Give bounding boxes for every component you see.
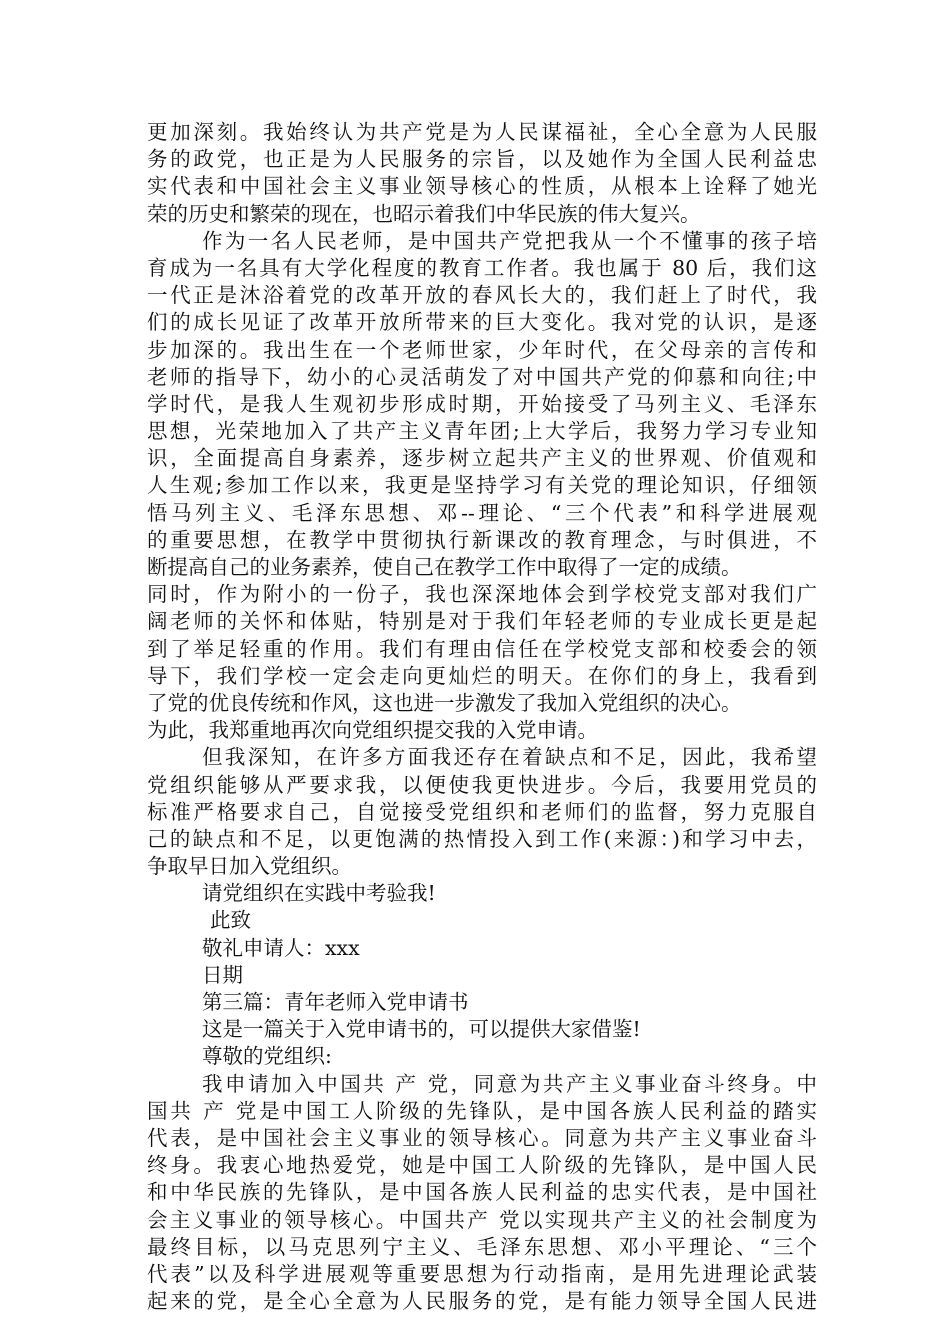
text-line: 为此，我郑重地再次向党组织提交我的入党申请。	[147, 718, 598, 743]
text-line: 们的成长见证了改革开放所带来的巨大变化。我对党的认识，是逐	[147, 310, 817, 335]
text-line: 起来的党，是全心全意为人民服务的党，是有能力领导全国人民进	[147, 1289, 817, 1314]
text-line: 国共 产 党是中国工人阶级的先锋队，是中国各族人民利益的踏实	[147, 1098, 817, 1123]
text-line: 代表，是中国社会主义事业的领导核心。同意为共产主义事业奋斗	[147, 1125, 817, 1150]
text-line: 务的政党，也正是为人民服务的宗旨，以及她作为全国人民利益忠	[147, 147, 817, 172]
text-line: 此致	[210, 908, 251, 933]
text-line: 悟马列主义、毛泽东思想、邓--理论、“三个代表”和科学进展观	[147, 500, 817, 525]
text-line: 这是一篇关于入党申请书的，可以提供大家借鉴!	[202, 1017, 641, 1042]
text-line: 和中华民族的先锋队，是中国各族人民利益的忠实代表，是中国社	[147, 1180, 817, 1205]
text-line: 终身。我衷心地热爱党，她是中国工人阶级的先锋队，是中国人民	[147, 1153, 817, 1178]
text-line: 标准严格要求自己，自觉接受党组织和老师们的监督，努力克服自	[147, 799, 817, 824]
text-line: 尊敬的党组织:	[202, 1044, 332, 1069]
text-line: 但我深知，在许多方面我还存在着缺点和不足，因此，我希望	[202, 745, 817, 770]
text-line: 我申请加入中国共 产 党，同意为共产主义事业奋斗终身。中	[202, 1071, 817, 1096]
text-line: 一代正是沐浴着党的改革开放的春风长大的，我们赶上了时代，我	[147, 283, 817, 308]
text-line: 请党组织在实践中考验我!	[202, 881, 436, 906]
text-line: 第三篇：青年老师入党申请书	[202, 990, 469, 1014]
text-line: 作为一名人民老师，是中国共产党把我从一个不懂事的孩子培	[202, 228, 817, 253]
text-line: 实代表和中国社会主义事业领导核心的性质，从根本上诠释了她光	[147, 174, 817, 199]
text-line: 更加深刻。我始终认为共产党是为人民谋福祉，全心全意为人民服	[147, 120, 817, 144]
text-line: 党组织能够从严要求我，以便使我更快进步。今后，我要用党员的	[147, 772, 817, 797]
text-line: 的重要思想，在教学中贯彻执行新课改的教育理念，与时俱进，不	[147, 527, 817, 552]
text-line: 人生观;参加工作以来，我更是坚持学习有关党的理论知识，仔细领	[147, 473, 817, 498]
text-line: 断提高自己的业务素养，使自己在教学工作中取得了一定的成绩。	[147, 555, 742, 579]
text-line: 代表”以及科学进展观等重要思想为行动指南，是用先进理论武装	[147, 1261, 817, 1286]
text-line: 会主义事业的领导核心。中国共产 党以实现共产主义的社会制度为	[147, 1207, 817, 1232]
text-line: 学时代，是我人生观初步形成时期，开始接受了马列主义、毛泽东	[147, 391, 817, 416]
text-line: 同时，作为附小的一份子，我也深深地体会到学校党支部对我们广	[147, 582, 817, 607]
document-page	[147, 119, 817, 1315]
text-line: 阔老师的关怀和体贴，特别是对于我们年轻老师的专业成长更是起	[147, 609, 817, 634]
text-line: 育成为一名具有大学化程度的教育工作者。我也属于 80 后，我们这	[147, 255, 817, 280]
text-line: 己的缺点和不足，以更饱满的热情投入到工作(来源：)和学习中去，	[147, 826, 817, 851]
text-line: 步加深的。我出生在一个老师世家，少年时代，在父母亲的言传和	[147, 337, 817, 362]
text-line: 老师的指导下，幼小的心灵活萌发了对中国共产党的仰慕和向往;中	[147, 364, 817, 389]
text-line: 识，全面提高自身素养，逐步树立起共产主义的世界观、价值观和	[147, 446, 817, 471]
text-line: 荣的历史和繁荣的现在，也昭示着我们中华民族的伟大复兴。	[147, 201, 701, 226]
text-line: 导下，我们学校一定会走向更灿烂的明天。在你们的身上，我看到	[147, 663, 817, 688]
text-line: 敬礼申请人：xxx	[202, 935, 360, 960]
text-line: 争取早日加入党组织。	[147, 854, 352, 879]
text-line: 到了举足轻重的作用。我们有理由信任在学校党支部和校委会的领	[147, 636, 817, 661]
text-line: 了党的优良传统和作风，这也进一步激发了我加入党组织的决心。	[147, 690, 742, 715]
text-line: 思想，光荣地加入了共产主义青年团;上大学后，我努力学习专业知	[147, 419, 817, 444]
text-line: 最终目标，以马克思列宁主义、毛泽东思想、邓小平理论、“三个	[147, 1234, 817, 1259]
text-line: 日期	[202, 962, 243, 987]
